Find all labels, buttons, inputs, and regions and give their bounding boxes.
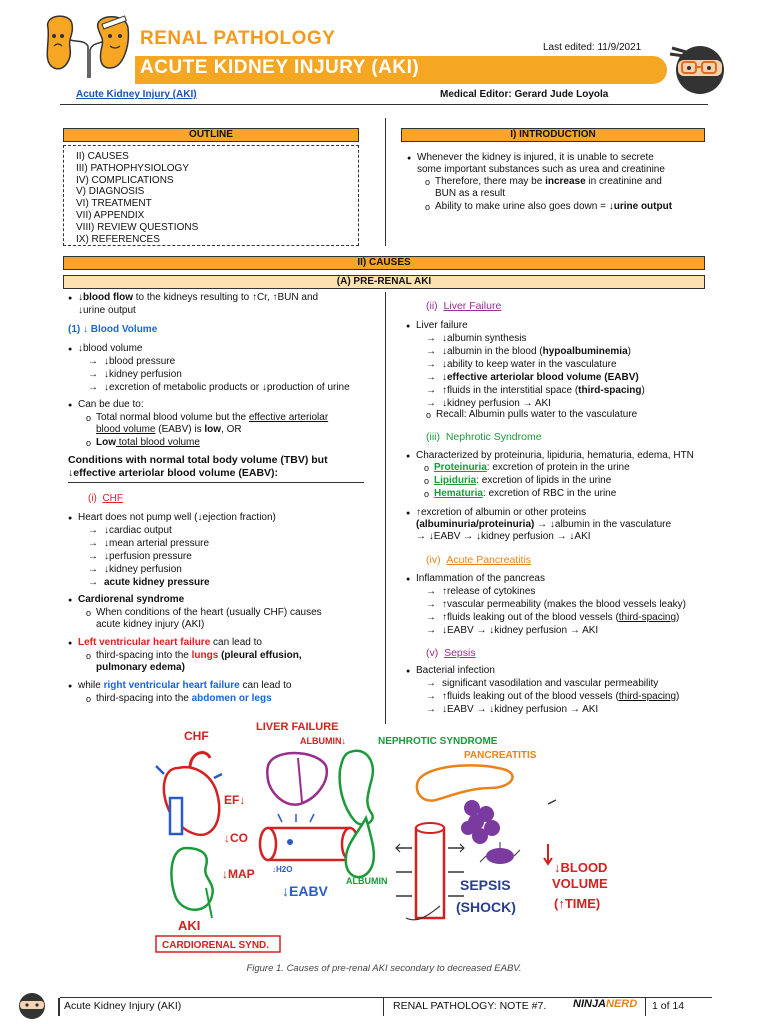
intro-text: BUN as a result [435,188,506,199]
outline-item[interactable]: IX) REFERENCES [76,233,160,245]
arrow-item: → ↓effective arteriolar blood volume (EABV) [442,372,639,385]
cause-text: (albuminuria/proteinuria) → ↓albumin in the vasculature [416,519,672,530]
arrow-item: → ↓excretion of metabolic products or ↓production of urine [104,382,350,395]
arrow-item: → ↓kidney perfusion [104,564,182,577]
cause-bullet: ● Characterized by proteinuria, lipiduria, hematuria, edema, HTN [416,450,694,463]
arrow-item: → ↓EABV → ↓kidney perfusion → AKI [442,625,598,638]
arrow-item: → acute kidney pressure [104,577,210,590]
subsection-pancreatitis: (iv) Acute Pancreatitis [426,554,532,566]
sub-bullet: o Total normal blood volume but the effective arteriolar [96,412,328,425]
column-divider [385,292,386,724]
outline-heading: OUTLINE [63,128,359,142]
arrow-item: → ↓mean arterial pressure [104,538,209,551]
label-eabv: ↓EABV [282,883,328,899]
cause-bullet: ● Cardiorenal syndrome [78,594,184,607]
footer-note: RENAL PATHOLOGY: NOTE #7. [393,1000,547,1012]
footer-separator [383,998,384,1016]
outline-item[interactable]: VII) APPENDIX [76,209,145,221]
label-albumin-bottom: ALBUMIN [346,876,388,886]
intro-bullet: ● Whenever the kidney is injured, it is unable to secrete [417,152,654,165]
label-time: (↑TIME) [554,896,601,911]
label-h2o: ↓H2O [272,865,293,874]
arrow-item: → ↓EABV → ↓kidney perfusion → AKI [442,704,598,717]
outline-item[interactable]: III) PATHOPHYSIOLOGY [76,162,189,174]
footer-separator [58,998,60,1016]
sub-text: pulmonary edema) [96,662,185,673]
sub-bullet: o Recall: Albumin pulls water to the vasculature [436,409,637,422]
ninja-footer-icon [14,988,50,1020]
outline-item[interactable]: VI) TREATMENT [76,198,152,210]
heart-drawing [156,753,222,835]
prerenal-aki-illustration [150,718,620,956]
label-blood: ↓BLOOD [554,860,608,875]
arrow-item: → ↑fluids leaking out of the blood vessels (third-spacing) [442,612,679,625]
arrow-item: → ↑fluids leaking out of the blood vessels (third-spacing) [442,691,679,704]
subsection-chf: (i) CHF [88,493,124,504]
arrow-item: → ↓perfusion pressure [104,551,192,564]
outline-item[interactable]: VIII) REVIEW QUESTIONS [76,221,199,233]
kidney-mascot-logo [40,10,135,80]
bacteria-drawing [461,800,520,864]
label-shock: (SHOCK) [456,899,516,915]
intro-sub-bullet: o Ability to make urine also goes down = ↓urine output [435,201,672,214]
outline-box [63,145,359,246]
cause-bullet: ● Can be due to: [78,399,144,412]
ninja-mascot-icon [668,38,730,96]
cause-bullet: ● Heart does not pump well (↓ejection fraction) [78,512,276,525]
outline-item[interactable]: IV) COMPLICATIONS [76,174,174,186]
brand-logo: NINJANERD [573,998,638,1010]
category-title: RENAL PATHOLOGY [140,28,336,49]
arrow-item: → significant vasodilation and vascular permeability [442,678,658,691]
footer-topic: Acute Kidney Injury (AKI) [64,1000,182,1012]
cause-text: ↓urine output [78,305,136,316]
label-nephrotic: NEPHROTIC SYNDROME [378,736,498,747]
arrow-item: → ↑vascular permeability (makes the blood vessels leaky) [442,599,686,612]
subsection-nephrotic: (iii) Nephrotic Syndrome [426,431,542,443]
intro-sub-bullet: o Therefore, there may be increase in creatinine and [435,176,662,189]
sub-bullet: o When conditions of the heart (usually CHF) causes [96,607,322,620]
sub-bullet: o Hematuria: excretion of RBC in the urine [434,488,616,501]
cause-text: → ↓EABV → ↓kidney perfusion → ↓AKI [416,531,591,542]
arrow-item: → ↓cardiac output [104,525,172,538]
cause-bullet: ● Liver failure [416,320,468,333]
subsection-liver-failure: (ii) Liver Failure [426,300,502,312]
conditions-heading: Conditions with normal total body volume (TBV) but [68,454,328,466]
sub-bullet: o Lipiduria: excretion of lipids in the urine [434,475,611,488]
label-chf: CHF [184,729,209,743]
cause-bullet: ● ↑excretion of albumin or other proteins [416,507,586,520]
sub-bullet: o Proteinuria: excretion of protein in the urine [434,462,630,475]
label-pancreatitis: PANCREATITIS [464,750,537,761]
outline-item[interactable]: V) DIAGNOSIS [76,186,145,198]
header-divider [60,104,708,105]
sub-text: acute kidney injury (AKI) [96,619,205,630]
arrow-item: → ↑release of cytokines [442,586,535,599]
arrow-item: → ↓albumin in the blood (hypoalbuminemia) [442,346,631,359]
label-sepsis: SEPSIS [460,877,511,893]
arrow-item: → ↑fluids in the interstitial space (third-spacing) [442,385,645,398]
arrow-item: → ↓kidney perfusion → AKI [442,398,551,411]
label-liver-failure: LIVER FAILURE [256,721,339,733]
sub-bullet: o Low total blood volume [96,437,200,450]
intro-heading: I) INTRODUCTION [401,128,705,142]
label-cardiorenal: CARDIORENAL SYND. [162,940,270,951]
topic-link[interactable]: Acute Kidney Injury (AKI) [76,89,197,100]
sub-text: blood volume (EABV) is low, OR [96,424,242,435]
causes-heading: II) CAUSES [63,256,705,270]
figure-caption: Figure 1. Causes of pre-renal AKI secondary to decreased EABV. [246,963,522,974]
cause-bullet: ● Inflammation of the pancreas [416,573,545,586]
page-number: 1 of 14 [652,1000,685,1012]
cause-bullet: ● Bacterial infection [416,665,495,678]
subsection-blood-volume: (1) ↓ Blood Volume [68,324,158,335]
cause-bullet: ● ↓blood volume [78,343,142,356]
medical-editor: Medical Editor: Gerard Jude Loyola [440,89,609,100]
last-edited: Last edited: 11/9/2021 [543,42,642,53]
arrow-item: → ↓kidney perfusion [104,369,182,382]
arrow-item: → ↓ability to keep water in the vasculature [442,359,617,372]
prerenal-heading: (A) PRE-RENAL AKI [63,275,705,289]
arrow-item: → ↓albumin synthesis [442,333,526,346]
sub-bullet: o third-spacing into the abdomen or legs [96,693,272,706]
conditions-divider [68,482,364,483]
cause-bullet: ● while right ventricular heart failure can lead to [78,680,291,693]
arrow-item: → ↓blood pressure [104,356,175,369]
subsection-sepsis: (v) Sepsis [426,647,476,659]
label-volume: VOLUME [552,876,608,891]
conditions-heading: ↓effective arteriolar blood volume (EABV): [68,467,279,479]
cause-bullet: ● Left ventricular heart failure can lead to [78,637,262,650]
footer-separator [645,998,646,1016]
label-co: ↓CO [224,831,248,845]
column-divider [385,118,386,246]
label-ef: EF↓ [224,793,246,807]
intro-text: some important substances such as urea and creatinine [417,164,665,175]
page-title: ACUTE KIDNEY INJURY (AKI) [140,57,420,78]
outline-item[interactable]: II) CAUSES [76,151,129,162]
cause-bullet: ● ↓blood flow to the kidneys resulting to ↑Cr, ↑BUN and [78,292,318,305]
label-aki: AKI [178,918,201,933]
label-albumin-top: ALBUMIN↓ [300,736,346,746]
sub-bullet: o third-spacing into the lungs (pleural effusion, [96,650,302,663]
label-map: ↓MAP [222,867,255,881]
